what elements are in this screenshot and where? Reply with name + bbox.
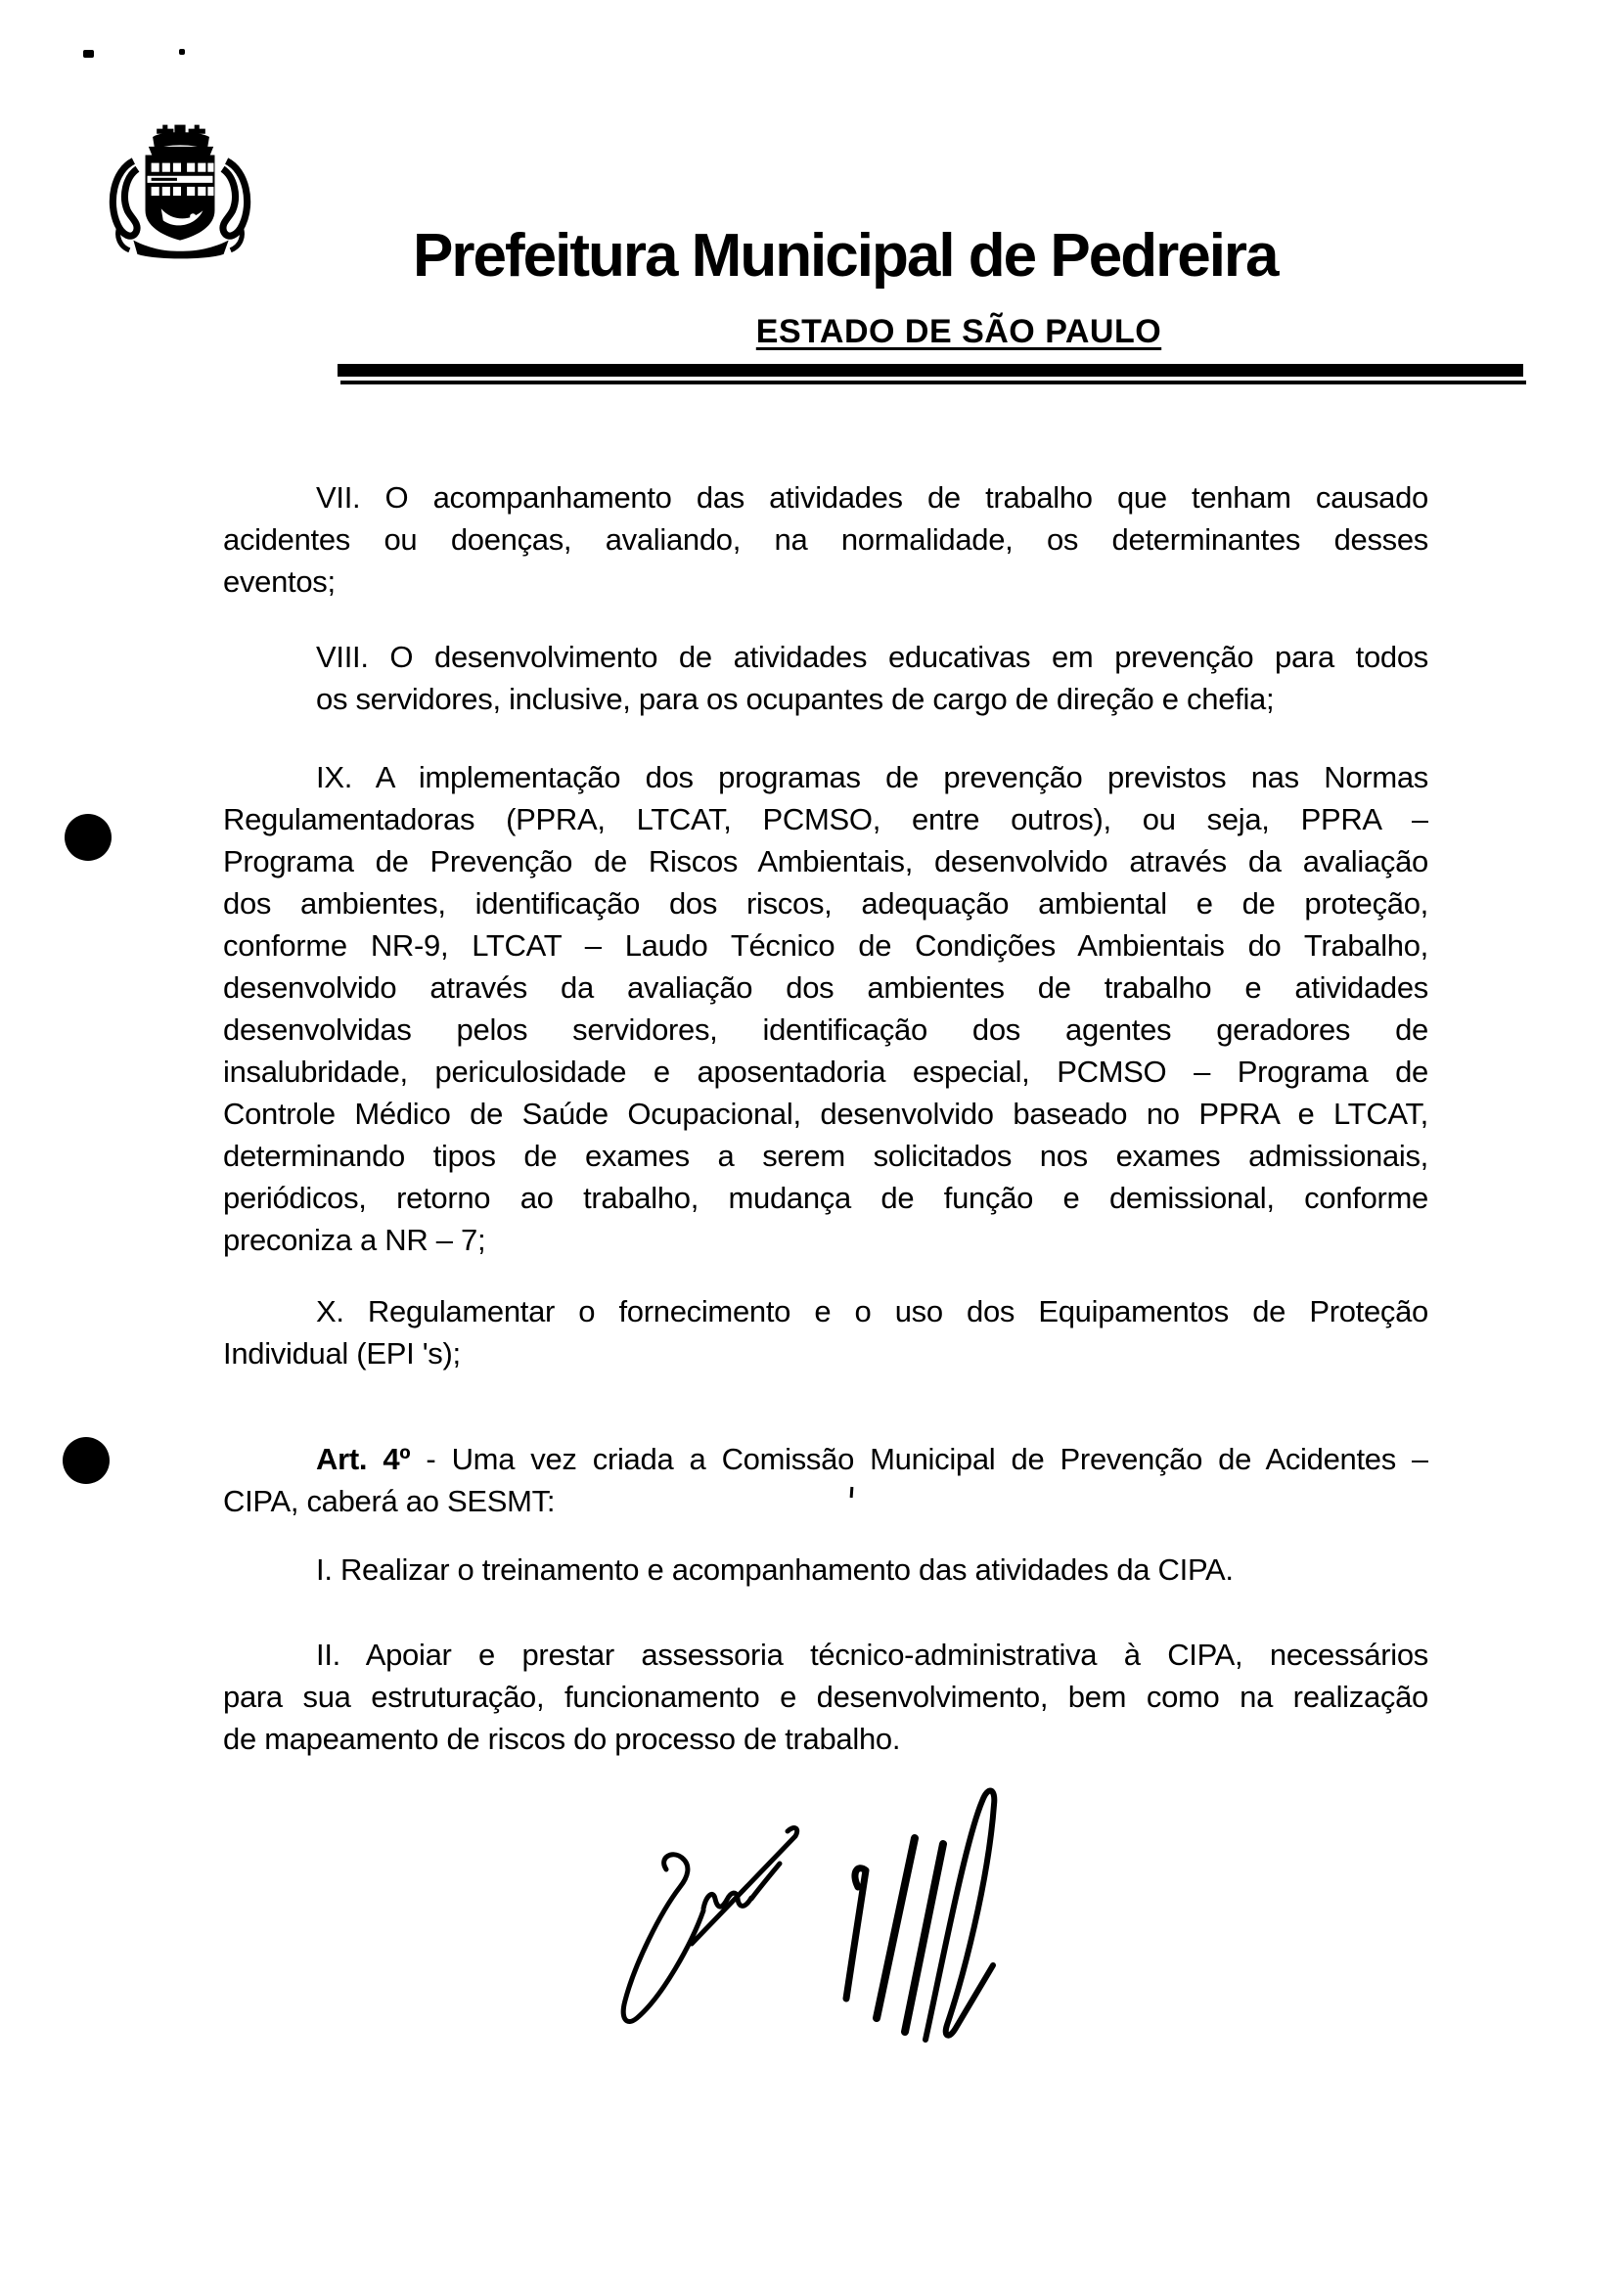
hole-punch-mark	[63, 1437, 110, 1484]
text-line: de mapeamento de riscos do processo de trabalho.	[223, 1722, 901, 1756]
text-line: para sua estruturação, funcionamento e desenvolvimento, bem como na realização	[223, 1680, 1428, 1714]
text-line: desenvolvido através da avaliação dos ambientes de trabalho e atividades	[223, 970, 1428, 1005]
handwritten-signature-left	[623, 1828, 796, 2022]
item-x	[223, 1290, 1428, 1374]
text-line: os servidores, inclusive, para os ocupantes de cargo de direção e chefia;	[316, 682, 1275, 716]
text-line: periódicos, retorno ao trabalho, mudança de função e demissional, conforme	[223, 1181, 1428, 1215]
item-vii	[223, 476, 1428, 603]
text-line: VII. O acompanhamento das atividades de trabalho que tenham causado	[316, 480, 1428, 515]
text-line: Programa de Prevenção de Riscos Ambientais, desenvolvido através da avaliação	[223, 844, 1428, 878]
item-ii	[223, 1634, 1428, 1760]
item-viii	[223, 636, 1428, 720]
text-line: insalubridade, periculosidade e aposentadoria especial, PCMSO – Programa de	[223, 1055, 1428, 1089]
text-line: preconiza a NR – 7;	[223, 1223, 486, 1257]
text-line: desenvolvidas pelos servidores, identificação dos agentes geradores de	[223, 1012, 1428, 1047]
header-rule-thick	[338, 364, 1523, 377]
text-line: dos ambientes, identificação dos riscos, adequação ambiental e de proteção,	[223, 886, 1428, 921]
item-ix	[223, 756, 1428, 1261]
art-4	[223, 1438, 1428, 1522]
text-line: CIPA, caberá ao SESMT:	[223, 1484, 556, 1518]
page-subtitle: ESTADO DE SÃO PAULO	[755, 313, 1162, 350]
coat-of-arms-icon	[106, 123, 254, 262]
signatures-block	[602, 1776, 1022, 2069]
text-line: II. Apoiar e prestar assessoria técnico-administrativa à CIPA, necessários	[316, 1638, 1428, 1672]
text-line: eventos;	[223, 564, 336, 599]
text-line: determinando tipos de exames a serem solicitados nos exames admissionais,	[223, 1139, 1428, 1173]
item-i	[223, 1549, 1428, 1591]
text-line: conforme NR-9, LTCAT – Laudo Técnico de Condições Ambientais do Trabalho,	[223, 928, 1428, 963]
text-line: acidentes ou doenças, avaliando, na normalidade, os determinantes desses	[223, 522, 1428, 557]
text-line: Art. 4º - Uma vez criada a Comissão Municipal de Prevenção de Acidentes –	[316, 1442, 1428, 1476]
scan-artifact-dot	[179, 49, 185, 55]
text-line: VIII. O desenvolvimento de atividades educativas em prevenção para todos	[316, 640, 1428, 674]
document-body	[223, 476, 1428, 1760]
text-line: IX. A implementação dos programas de prevenção previstos nas Normas	[316, 760, 1428, 794]
handwritten-signature-right	[846, 1790, 994, 2040]
text-line: Controle Médico de Saúde Ocupacional, desenvolvido baseado no PPRA e LTCAT,	[223, 1097, 1428, 1131]
text-line: I. Realizar o treinamento e acompanhamento das atividades da CIPA.	[316, 1552, 1234, 1587]
page-title: Prefeitura Municipal de Pedreira	[413, 222, 1278, 290]
text-line: Regulamentadoras (PPRA, LTCAT, PCMSO, entre outros), ou seja, PPRA –	[223, 802, 1428, 836]
scan-artifact-dot	[83, 50, 94, 58]
text-line: X. Regulamentar o fornecimento e o uso dos Equipamentos de Proteção	[316, 1294, 1428, 1328]
header-rule-thin	[340, 381, 1526, 384]
text-line: Individual (EPI 's);	[223, 1336, 461, 1371]
hole-punch-mark	[65, 814, 112, 861]
